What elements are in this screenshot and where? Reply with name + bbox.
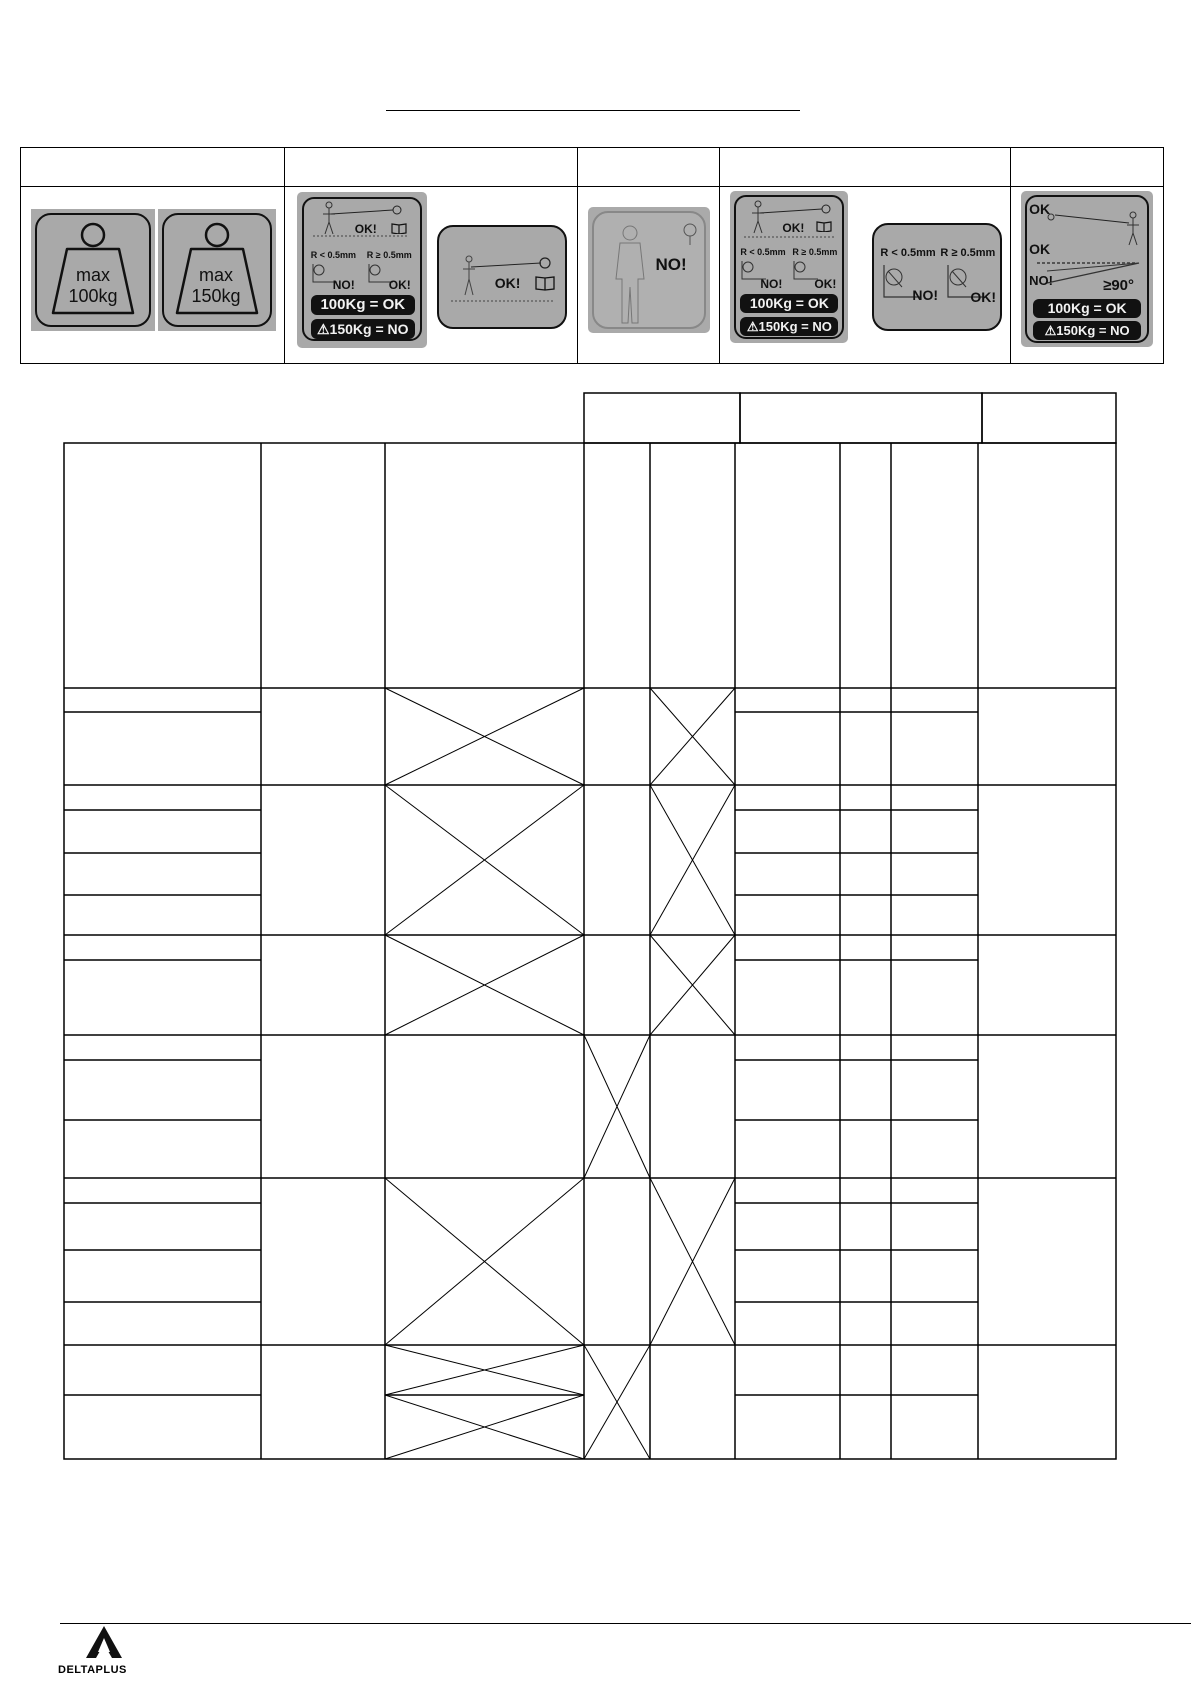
ok-label: OK [1029,241,1051,257]
load-ok-badge: 100Kg = OK [1033,299,1141,318]
ok-label: OK! [388,278,411,292]
grid-header-box [584,393,740,443]
no-label: NO! [655,255,687,274]
no-label: NO! [760,277,783,291]
max-label: max [75,265,110,285]
ok-label: OK! [494,275,521,291]
radius-ge-label: R ≥ 0.5mm [366,250,412,260]
deltaplus-logo-icon [84,1624,124,1660]
ok-label: OK! [970,289,997,305]
angle-label: ≥90° [1103,277,1135,294]
brand-logo-text: DELTAPLUS [58,1664,127,1676]
na-cross-marks [385,688,735,1459]
footer-rule [60,1623,1191,1624]
ok-label: OK! [814,277,837,291]
weight-100-label: 100kg [68,286,118,306]
load-no-badge: ⚠150Kg = NO [311,319,415,339]
radius-ge-label: R ≥ 0.5mm [940,247,996,259]
grid-frame [64,443,1116,1459]
radius-lt-label: R < 0.5mm [880,247,936,259]
ok-label: OK! [782,221,805,235]
load-no-badge: ⚠150Kg = NO [1033,321,1141,340]
ok-label: OK! [354,222,377,236]
no-label: NO! [1029,273,1053,288]
radius-lt-label: R < 0.5mm [310,250,357,260]
load-no-badge: ⚠150Kg = NO [740,317,838,336]
weight-150-label: 150kg [191,286,241,306]
radius-lt-label: R < 0.5mm [740,247,786,257]
no-label: NO! [332,278,355,292]
grid-header-box [982,393,1116,443]
max-label: max [198,265,233,285]
load-ok-badge: 100Kg = OK [311,295,415,315]
no-label: NO! [912,287,939,303]
load-ok-badge: 100Kg = OK [740,294,838,313]
grid-header-box [740,393,982,443]
ok-label: OK [1029,201,1051,217]
radius-ge-label: R ≥ 0.5mm [792,247,838,257]
